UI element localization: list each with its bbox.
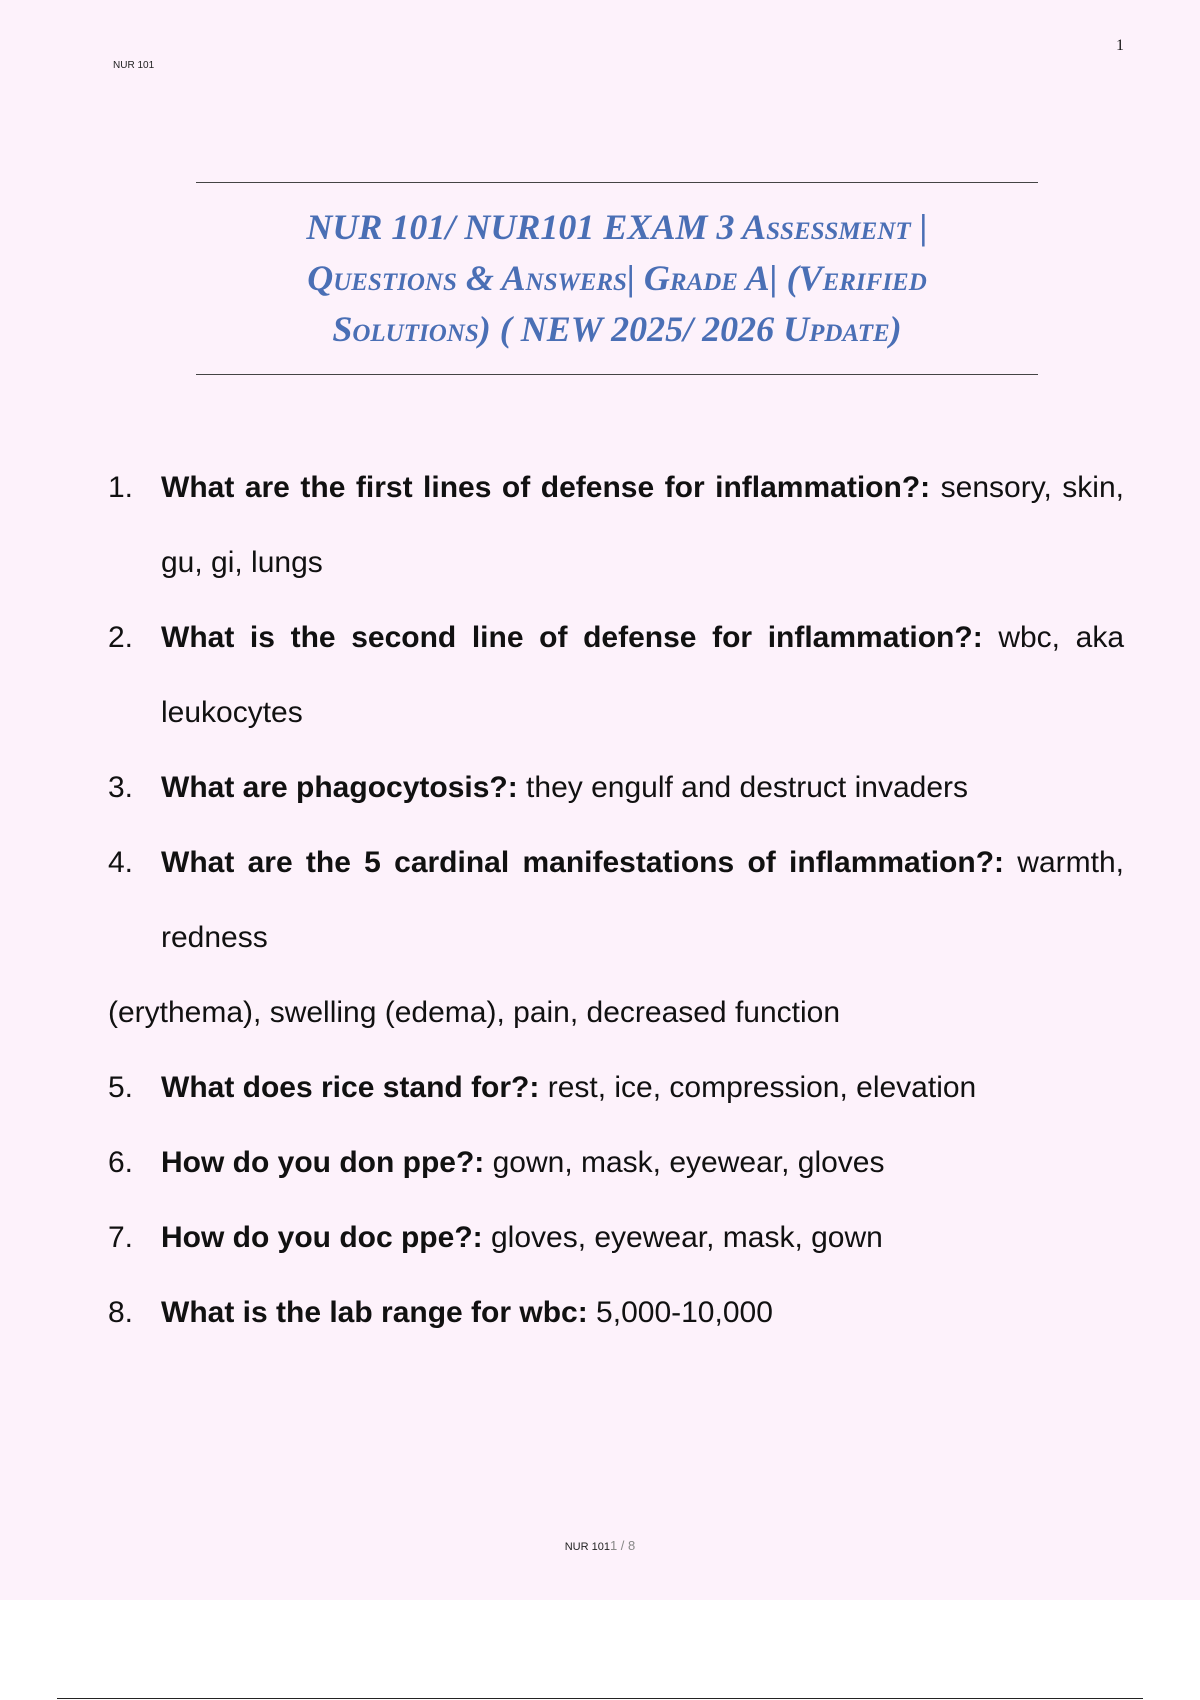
item-number: 2.	[108, 621, 134, 654]
qa-list	[108, 450, 1124, 1350]
question-text: What are phagocytosis?:	[161, 771, 518, 804]
title-rule-bottom	[196, 374, 1038, 375]
list-item	[108, 750, 1124, 825]
continuation-line: (erythema), swelling (edema), pain, decreased function	[108, 996, 841, 1029]
footer-course: NUR 101	[564, 1541, 610, 1553]
answer-text: gloves, eyewear, mask, gown	[482, 1221, 883, 1254]
answer-text: warmth, redness	[161, 846, 1124, 954]
question-text: What is the lab range for wbc:	[161, 1296, 588, 1329]
page-indicator: 1 / 8	[609, 1538, 636, 1553]
list-item	[108, 825, 1124, 975]
list-item	[108, 1050, 1124, 1125]
question-text: How do you don ppe?:	[161, 1146, 485, 1179]
item-number: 5.	[108, 1071, 134, 1104]
item-number: 4.	[108, 846, 134, 879]
item-number: 1.	[108, 471, 134, 504]
bottom-divider	[57, 1698, 1143, 1699]
item-number: 3.	[108, 771, 134, 804]
page-footer	[0, 1538, 1200, 1553]
answer-text: 5,000-10,000	[587, 1296, 773, 1329]
list-item	[108, 1200, 1124, 1275]
list-item	[108, 1125, 1124, 1200]
item-number: 7.	[108, 1221, 134, 1254]
answer-text: wbc, aka leukocytes	[161, 621, 1124, 729]
document-title	[196, 202, 1038, 355]
list-item	[108, 600, 1124, 750]
page-number: 1	[1116, 37, 1124, 54]
item-number: 6.	[108, 1146, 134, 1179]
answer-text: rest, ice, compression, elevation	[539, 1071, 977, 1104]
list-item	[108, 450, 1124, 600]
question-text: What are the first lines of defense for inflammation?:	[161, 471, 931, 504]
item-number: 8.	[108, 1296, 134, 1329]
title-rule-top	[196, 182, 1038, 183]
question-text: What are the 5 cardinal manifestations of inflammation?:	[161, 846, 1005, 879]
answer-text: gown, mask, eyewear, gloves	[484, 1146, 885, 1179]
question-text: What does rice stand for?:	[161, 1071, 540, 1104]
title-line-1: NUR 101/ NUR101 EXAM 3 Assessment |	[306, 207, 928, 247]
question-text: What is the second line of defense for inflammation?:	[161, 621, 983, 654]
list-item	[108, 1275, 1124, 1350]
title-line-3: Solutions) ( NEW 2025/ 2026 Update)	[332, 309, 902, 349]
title-line-2: Questions & Answers| Grade A| (Verified	[307, 258, 927, 298]
answer-text: sensory, skin, gu, gi, lungs	[161, 471, 1124, 579]
running-header: NUR 101	[113, 60, 155, 71]
answer-text: they engulf and destruct invaders	[517, 771, 968, 804]
question-text: How do you doc ppe?:	[161, 1221, 483, 1254]
